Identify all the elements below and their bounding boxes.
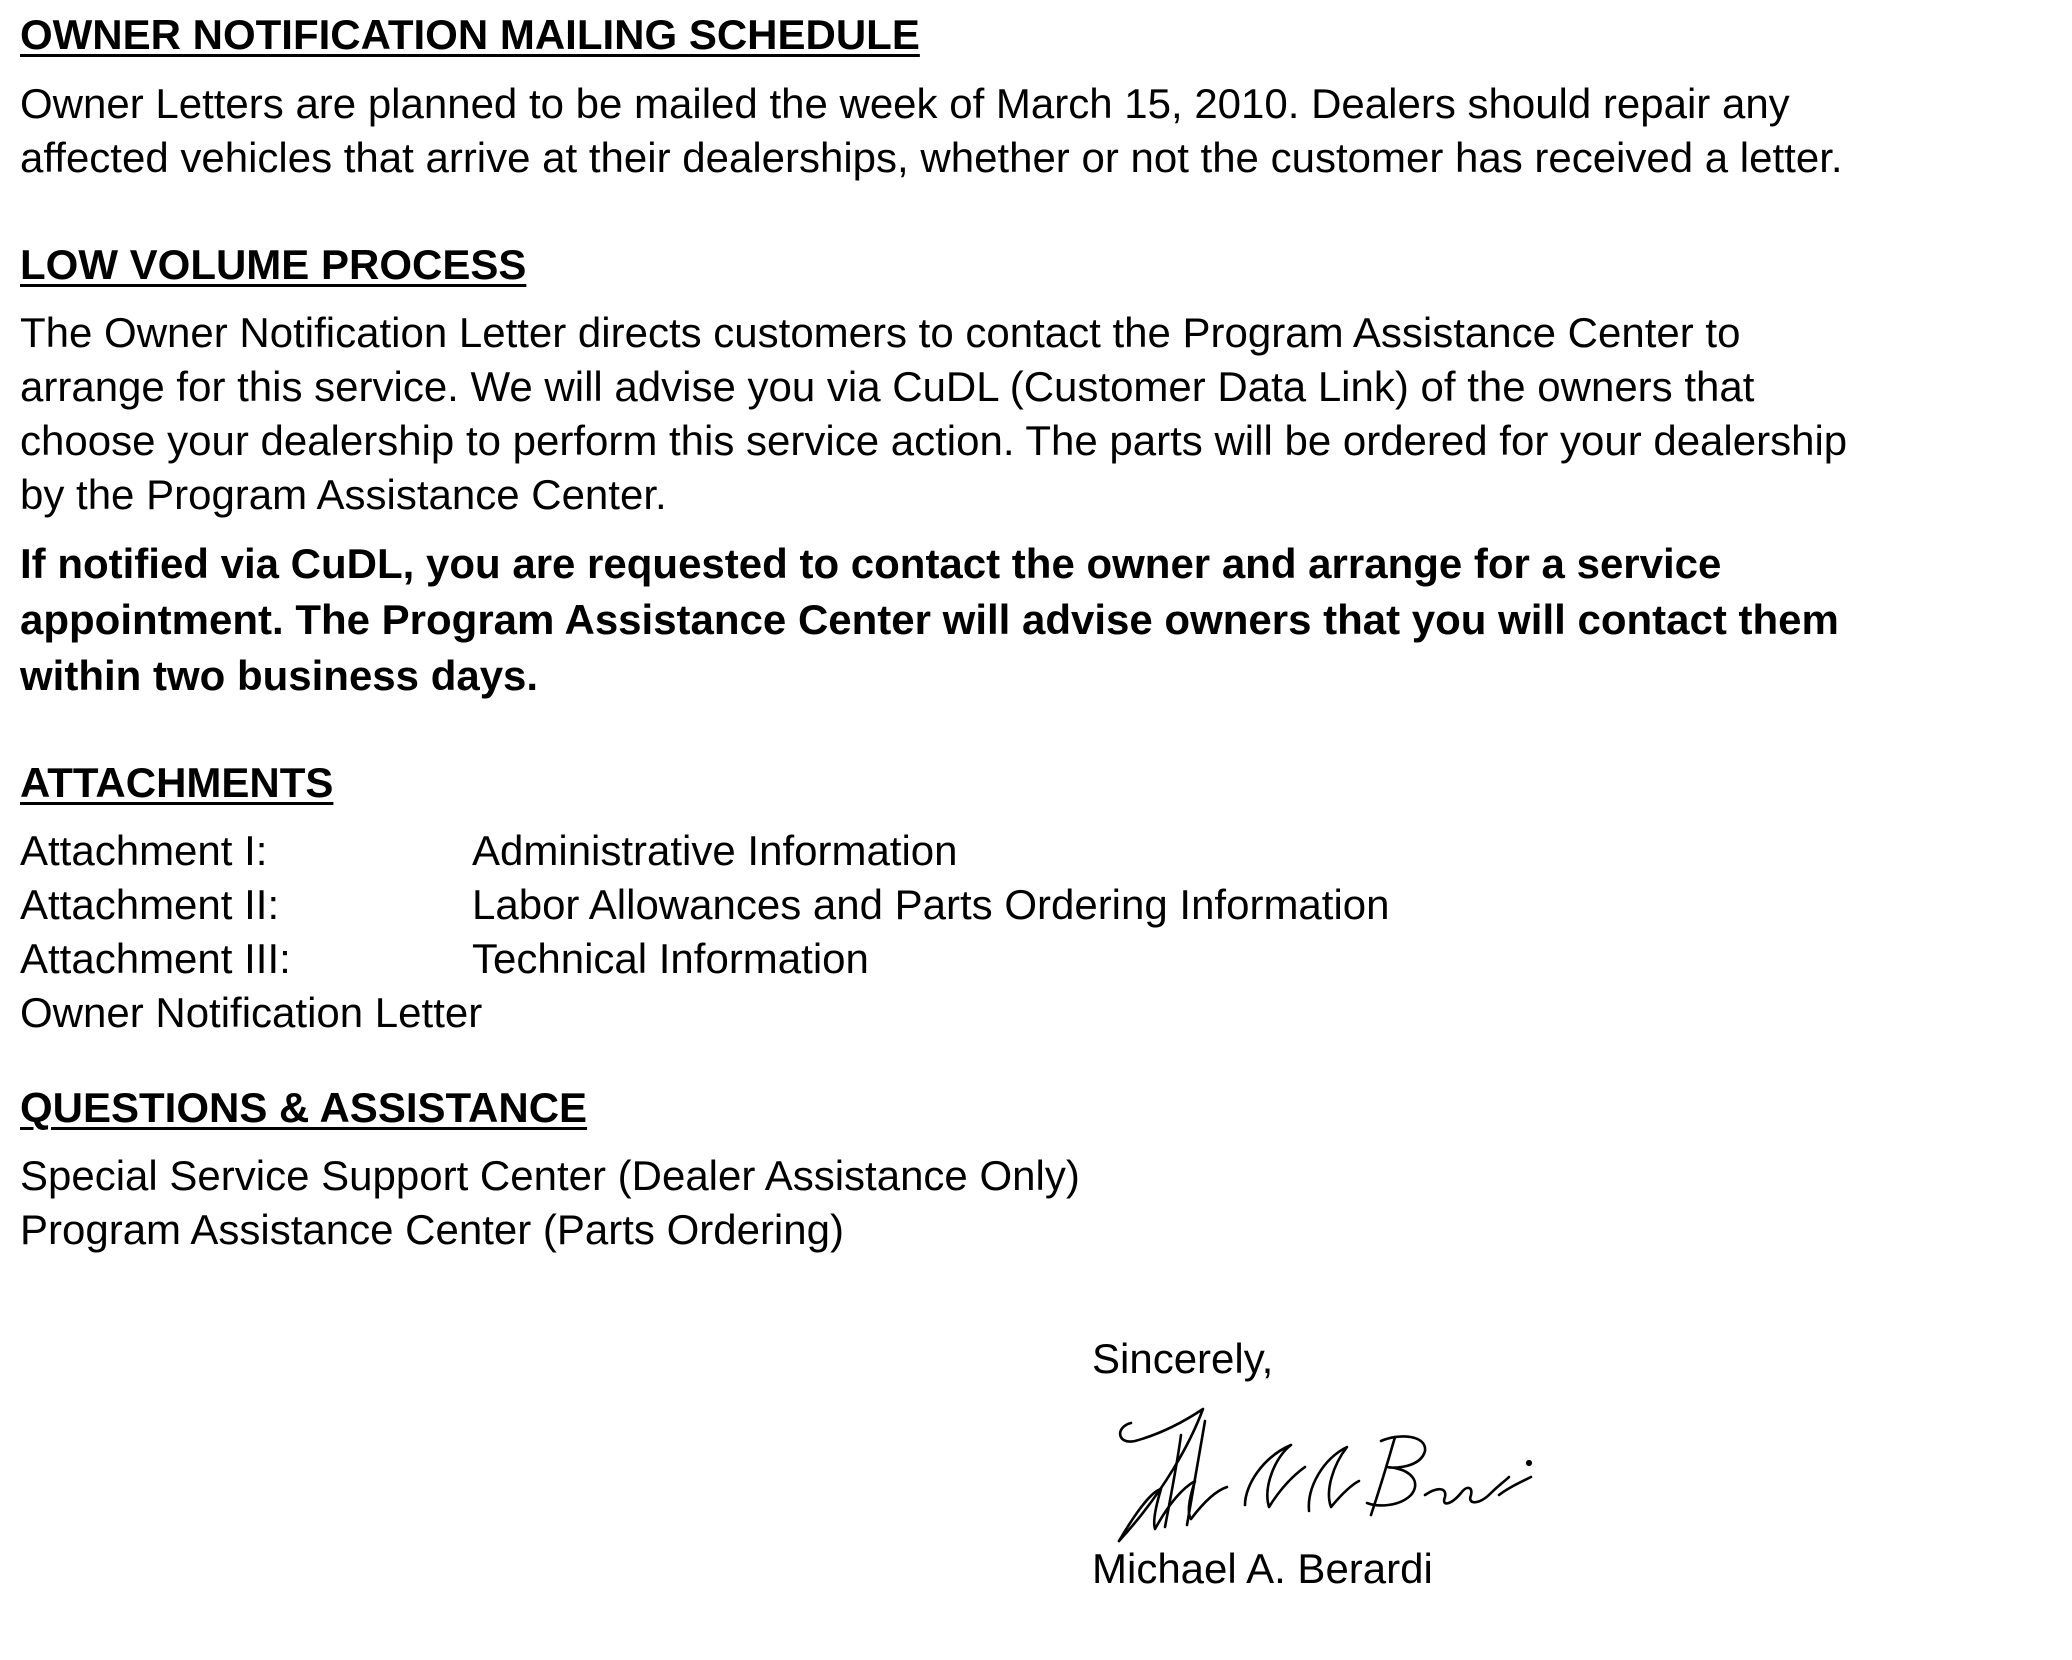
attachment-label: Attachment II: <box>20 881 280 928</box>
questions-heading: QUESTIONS & ASSISTANCE <box>20 1084 588 1131</box>
paragraph-line: choose your dealership to perform this service action. The parts will be ordered for your dealership <box>20 417 1848 464</box>
paragraph-line: The Owner Notification Letter directs customers to contact the Program Assistance Center to <box>20 309 1741 356</box>
paragraph-line: appointment. The Program Assistance Center will advise owners that you will contact them <box>20 596 1839 643</box>
paragraph-line: Special Service Support Center (Dealer Assistance Only) <box>20 1152 1080 1199</box>
owner-notification-letter-label: Owner Notification Letter <box>20 989 483 1036</box>
paragraph-line: within two business days. <box>20 652 539 699</box>
paragraph-line: arrange for this service. We will advise you via CuDL (Customer Data Link) of the owners that <box>20 363 1755 410</box>
low-volume-paragraph <box>20 306 1847 522</box>
attachment-label: Attachment I: <box>20 827 268 874</box>
attachment-label: Attachment III: <box>20 935 291 982</box>
attachments-heading: ATTACHMENTS <box>20 759 334 806</box>
closing-salutation: Sincerely, <box>1092 1335 1274 1382</box>
questions-paragraph <box>20 1149 1080 1257</box>
paragraph-line: by the Program Assistance Center. <box>20 471 667 518</box>
handwritten-signature <box>1095 1395 1555 1545</box>
paragraph-line: affected vehicles that arrive at their dealerships, whether or not the customer has received a letter. <box>20 134 1843 181</box>
mailing-schedule-heading: OWNER NOTIFICATION MAILING SCHEDULE <box>20 11 920 58</box>
attachment-title: Technical Information <box>472 935 869 982</box>
signer-name: Michael A. Berardi <box>1092 1545 1433 1592</box>
paragraph-line: If notified via CuDL, you are requested to contact the owner and arrange for a service <box>20 540 1722 587</box>
low-volume-heading: LOW VOLUME PROCESS <box>20 241 527 288</box>
attachment-title: Administrative Information <box>472 827 958 874</box>
paragraph-line: Program Assistance Center (Parts Ordering) <box>20 1206 844 1253</box>
attachment-title: Labor Allowances and Parts Ordering Information <box>472 881 1390 928</box>
paragraph-line: Owner Letters are planned to be mailed the week of March 15, 2010. Dealers should repair any <box>20 80 1790 127</box>
mailing-schedule-paragraph <box>20 77 1843 185</box>
low-volume-bold-paragraph <box>20 536 1839 704</box>
